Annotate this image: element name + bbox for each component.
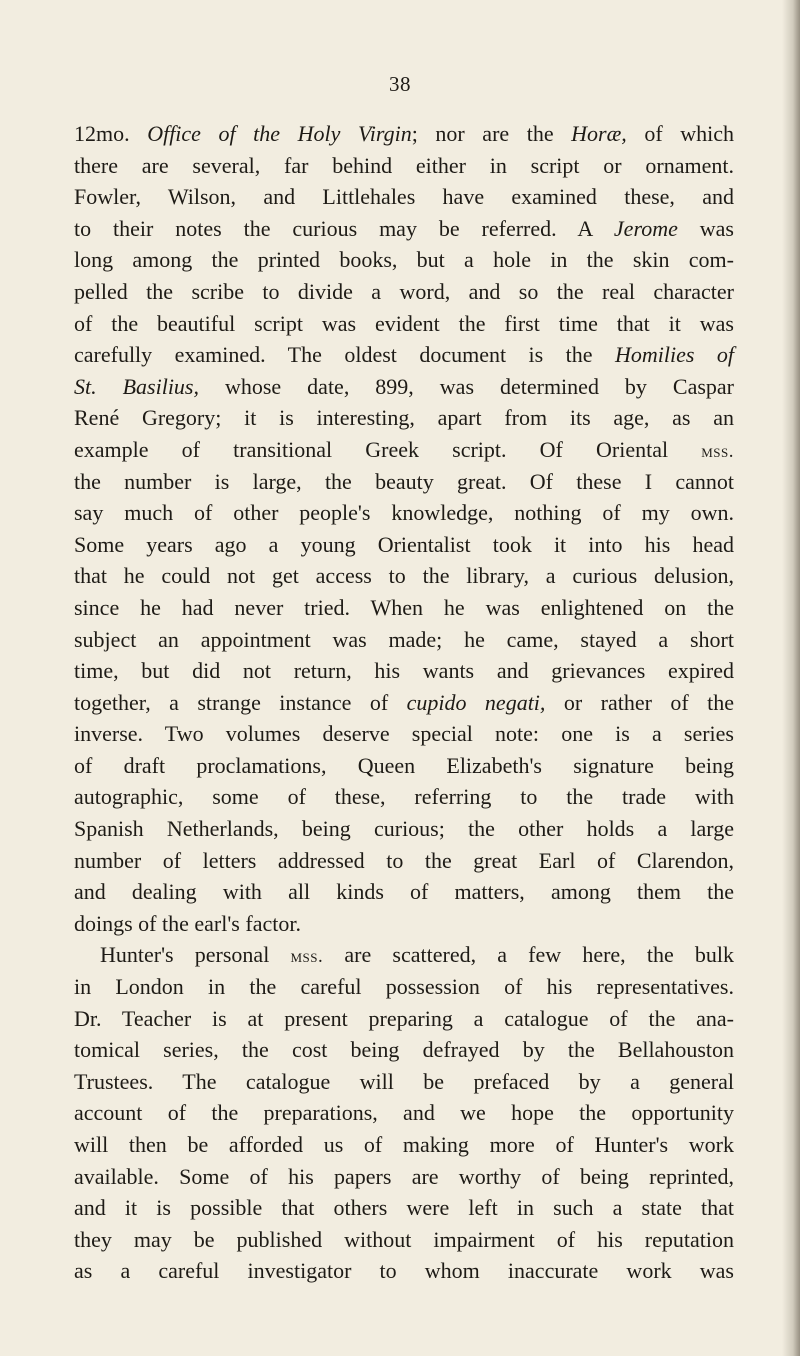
text-line: autographic, some of these, referring to the trade with <box>74 784 734 810</box>
text-line: 12mo. Office of the Holy Virgin; nor are the Horæ, of which <box>74 121 734 146</box>
text-line: account of the preparations, and we hope the opportunity <box>74 1100 734 1126</box>
text-line: number of letters addressed to the great Earl of Clarendon, <box>74 847 734 873</box>
text-line: of the beautiful script was evident the first time that it was <box>74 310 734 336</box>
text-line: there are several, far behind either in script or ornament. <box>74 152 734 178</box>
text-line: that he could not get access to the library, a curious delusion, <box>74 563 734 589</box>
text-line: in London in the careful possession of his representatives. <box>74 974 734 1000</box>
text-line: Trustees. The catalogue will be prefaced by a general <box>74 1068 734 1094</box>
text-line: as a careful investigator to whom inaccurate work was <box>74 1258 734 1284</box>
page-number: 38 <box>389 72 411 96</box>
text-line: example of transitional Greek script. Of Oriental mss. <box>74 436 734 462</box>
text-line: Hunter's personal mss. are scattered, a few here, the bulk <box>100 942 734 968</box>
text-line: Dr. Teacher is at present preparing a catalogue of the ana- <box>74 1005 734 1031</box>
text-line: Spanish Netherlands, being curious; the other holds a large <box>74 816 734 842</box>
text-line: carefully examined. The oldest document is the Homilies of <box>74 342 734 368</box>
text-line: St. Basilius, whose date, 899, was determined by Caspar <box>74 373 734 399</box>
text-line: and dealing with all kinds of matters, among them the <box>74 879 734 905</box>
text-line: and it is possible that others were left in such a state that <box>74 1195 734 1221</box>
text-line: to their notes the curious may be referred. A Jerome was <box>74 215 734 241</box>
text-line: doings of the earl's factor. <box>74 910 301 936</box>
text-line: long among the printed books, but a hole in the skin com- <box>74 247 734 273</box>
text-line: Some years ago a young Orientalist took it into his head <box>74 531 734 557</box>
text-line: they may be published without impairment of his reputation <box>74 1226 734 1252</box>
text-line: subject an appointment was made; he came, stayed a short <box>74 626 734 652</box>
text-line: René Gregory; it is interesting, apart from its age, as an <box>74 405 734 431</box>
page-edge-shadow <box>782 0 800 1356</box>
text-line: say much of other people's knowledge, nothing of my own. <box>74 500 734 526</box>
text-line: Fowler, Wilson, and Littlehales have examined these, and <box>74 184 734 210</box>
text-line: tomical series, the cost being defrayed by the Bellahouston <box>74 1037 734 1063</box>
text-line: inverse. Two volumes deserve special note: one is a series <box>74 721 734 747</box>
text-line: will then be afforded us of making more of Hunter's work <box>74 1132 734 1157</box>
text-line: since he had never tried. When he was enlightened on the <box>74 594 734 620</box>
text-line: together, a strange instance of cupido negati, or rather of the <box>74 689 735 715</box>
body-text <box>74 118 734 1287</box>
text-line: available. Some of his papers are worthy of being reprinted, <box>74 1163 734 1189</box>
text-line: of draft proclamations, Queen Elizabeth's signature being <box>74 752 734 778</box>
text-line: pelled the scribe to divide a word, and so the real character <box>74 278 734 304</box>
text-line: time, but did not return, his wants and grievances expired <box>74 658 734 684</box>
text-line: the number is large, the beauty great. Of these I cannot <box>74 468 734 494</box>
